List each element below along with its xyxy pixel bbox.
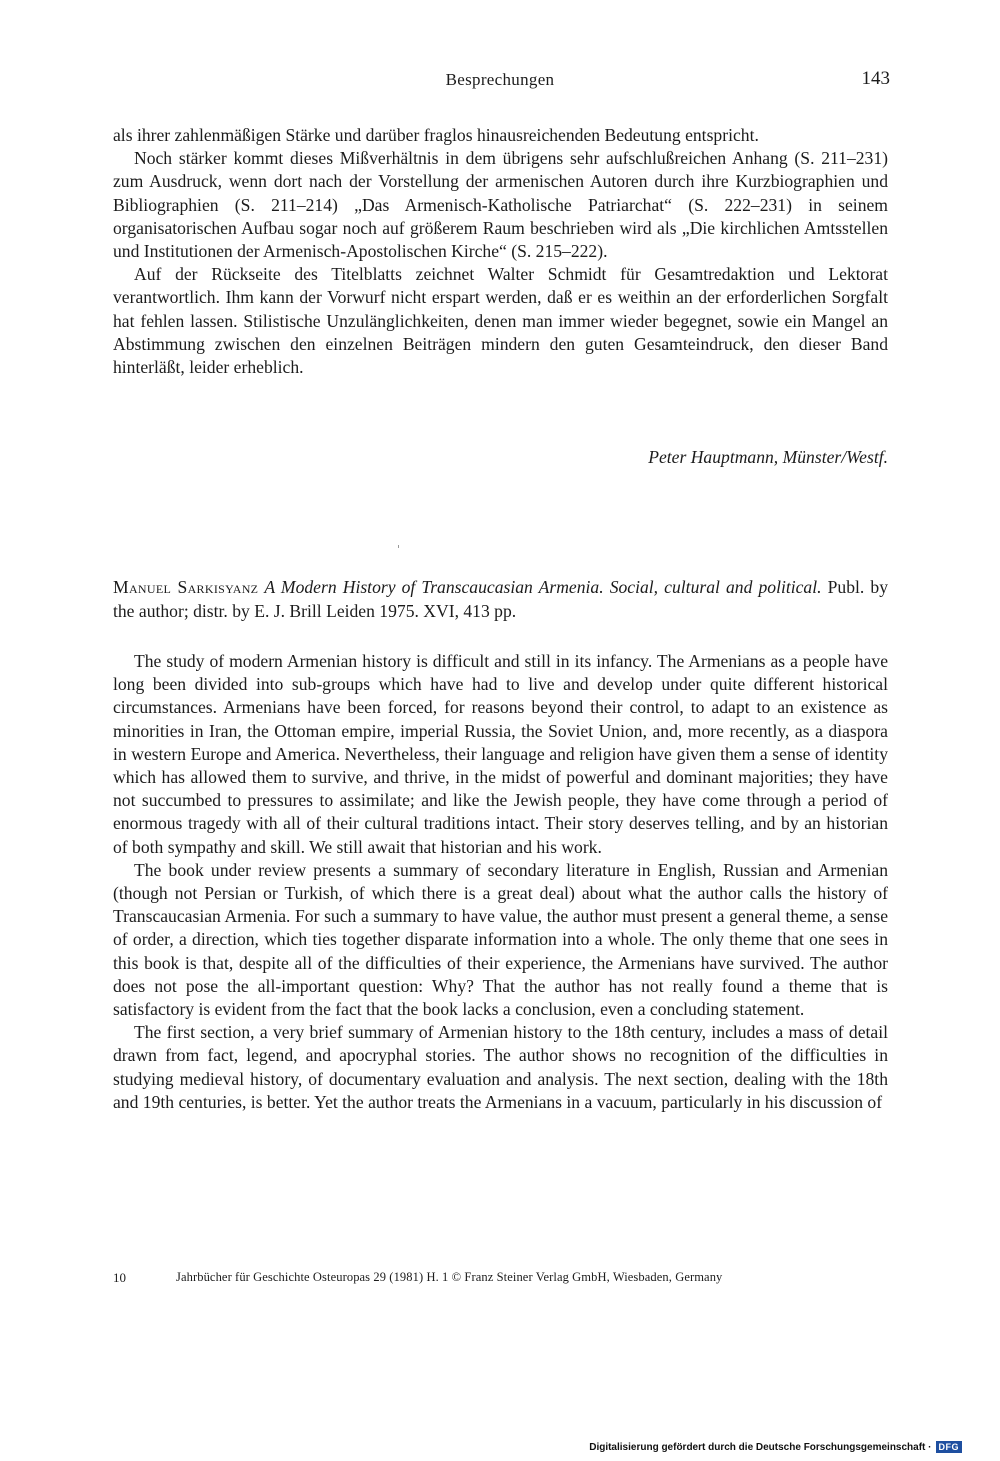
citation-title: A Modern History of Transcaucasian Armenia. Social, cultural and political. — [264, 577, 822, 597]
running-title: Besprechungen — [445, 70, 555, 89]
citation-publication: Publ. by the author; distr. by E. J. Brill Leiden 1975. XVI, 413 pp. — [113, 577, 888, 621]
review-2-paragraph-1: The study of modern Armenian history is difficult and still in its infancy. The Armenians as a people have long been divided into sub-groups which have had to live and develop under quite different historical circumstances. Armenians have been forced, for reasons beyond their control, to adapt to an existence as minorities in Iran, the Ottoman empire, imperial Russia, the Soviet Union, and, more recently, as a diaspora in western Europe and America. Nevertheless, their language and religion have given them a sense of identity which has allowed them to survive, and thrive, in the midst of powerful and dominant majorities; they have not succumbed to pressures to assimilate; and like the Jewish people, they have come through a period of enormous tragedy with all of their cultural traditions intact. Their story deserves telling, and by an historian of both sympathy and skill. We still await that historian and his work. — [113, 651, 888, 857]
review-2-citation — [113, 575, 888, 623]
review-2-paragraph-3: The first section, a very brief summary of Armenian history to the 18th century, includes a mass of detail drawn from fact, legend, and apocryphal stories. The author shows no recognition of the difficulties in studying medieval history, of documentary evaluation and analysis. The next section, dealing with the 18th and 19th centuries, is better. Yet the author treats the Armenians in a vacuum, particularly in his discussion of — [113, 1022, 888, 1112]
review-1-signature: Peter Hauptmann, Münster/Westf. — [648, 447, 888, 467]
dfg-notice-text: Digitalisierung gefördert durch die Deutsche Forschungsgemeinschaft · — [589, 1441, 932, 1453]
footer-journal-line: Jahrbücher für Geschichte Osteuropas 29 (1981) H. 1 © Franz Steiner Verlag GmbH, Wiesbaden, Germany — [176, 1270, 723, 1284]
dfg-logo: DFG — [936, 1441, 963, 1453]
review-2-body — [113, 650, 888, 1114]
review-1-paragraph-1: als ihrer zahlenmäßigen Stärke und darüber fraglos hinausreichenden Bedeutung entspricht. — [113, 125, 759, 145]
review-1-paragraph-2: Noch stärker kommt dieses Mißverhältnis in dem übrigens sehr aufschlußreichen Anhang (S. 211–231) zum Ausdruck, wenn dort nach der Vorstellung der armenischen Autoren durch ihre Kurzbiographien und Bibliographien (S. 211–214) „Das Armenisch-Katholische Patriarchat“ (S. 222–231) in seinem organisatorischen Aufbau sogar noch auf größerem Raum beschrieben wird als „Die kirchlichen Amtsstellen und Institutionen der Armenisch-Apostolischen Kirche“ (S. 215–222). — [113, 148, 888, 262]
review-1-body — [113, 124, 888, 379]
dfg-notice — [589, 1441, 962, 1453]
citation-author: Manuel Sarkisyanz — [113, 577, 259, 597]
review-2-paragraph-2: The book under review presents a summary of secondary literature in English, Russian and Armenian (though not Persian or Turkish, of which there is a great deal) about what the author calls the history of Transcaucasian Armenia. For such a summary to have value, the author must present a general theme, a sense of order, a direction, which ties together disparate information into a whole. The only theme that one sees in this book is that, despite all of the difficulties of their experience, the Armenians have survived. The author does not pose the all-important question: Why? That the author has not really found a theme that is satisfactory is evident from the fact that the book lacks a conclusion, even a concluding statement. — [113, 859, 888, 1020]
scan-speck — [398, 545, 399, 548]
review-1-paragraph-3: Auf der Rückseite des Titelblatts zeichnet Walter Schmidt für Gesamtredaktion und Lektorat verantwortlich. Ihm kann der Vorwurf nicht erspart werden, daß er es weithin an der erforderlichen Sorgfalt hat fehlen lassen. Stilistische Unzulänglichkeiten, denen man immer wieder begegnet, sowie ein Mangel an Abstimmung zwischen den einzelnen Beiträgen mindern den guten Gesamteindruck, den dieser Band hinterläßt, leider erheblich. — [113, 264, 888, 378]
footer-number: 10 — [113, 1270, 126, 1285]
page-number: 143 — [861, 68, 890, 89]
